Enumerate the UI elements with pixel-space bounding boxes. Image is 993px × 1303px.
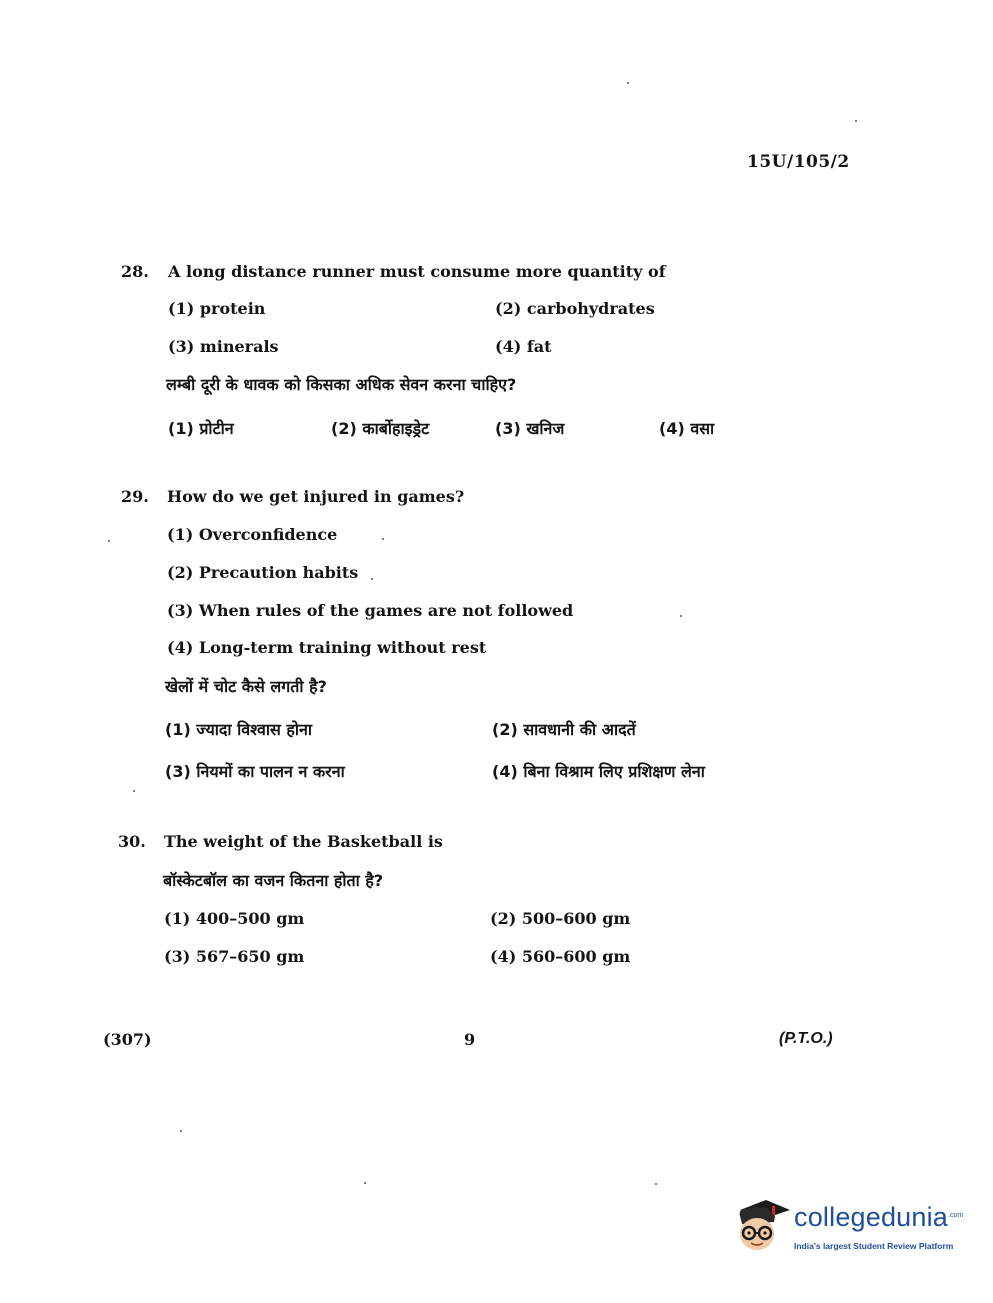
page-number: 9 — [464, 1030, 476, 1049]
option-hi-3: (3) नियमों का पालन न करना — [165, 762, 345, 781]
option-en-4: (4) fat — [495, 337, 552, 356]
option-hi-1: (1) प्रोटीन — [168, 419, 234, 438]
option-en-3: (3) minerals — [168, 337, 279, 356]
question-number: 30. — [118, 832, 146, 851]
logo-dotcom: .com — [948, 1212, 964, 1219]
option-hi-3: (3) खनिज — [495, 419, 565, 438]
pto-label: (P.T.O.) — [779, 1030, 833, 1047]
question-text-en: The weight of the Basketball is — [164, 832, 443, 851]
option-en-2: (2) Precaution habits — [167, 563, 359, 582]
paper-code: 15U/105/2 — [747, 152, 850, 172]
logo-name: collegedunia — [794, 1202, 949, 1232]
option-en-1: (1) Overconfidence — [167, 525, 338, 544]
option-hi-4: (4) बिना विश्राम लिए प्रशिक्षण लेना — [492, 762, 705, 781]
option-hi-4: (4) वसा — [659, 419, 715, 438]
option-hi-1: (1) ज्यादा विश्वास होना — [165, 720, 313, 739]
option-3: (3) 567–650 gm — [164, 947, 305, 966]
collegedunia-logo — [732, 1196, 962, 1260]
option-hi-2: (2) कार्बोहाइड्रेट — [331, 419, 430, 438]
option-en-4: (4) Long-term training without rest — [167, 638, 487, 657]
student-mascot-icon — [732, 1196, 792, 1258]
question-text-hi: बॉस्केटबॉल का वजन कितना होता है? — [163, 871, 384, 890]
option-4: (4) 560–600 gm — [490, 947, 631, 966]
option-hi-2: (2) सावधानी की आदतें — [492, 720, 636, 739]
question-number: 29. — [121, 487, 149, 506]
option-1: (1) 400–500 gm — [164, 909, 305, 928]
question-number: 28. — [121, 262, 149, 281]
option-en-1: (1) protein — [168, 299, 266, 318]
logo-tagline: India's largest Student Review Platform — [794, 1241, 954, 1251]
question-text-hi: खेलों में चोट कैसे लगती है? — [165, 677, 327, 696]
option-2: (2) 500–600 gm — [490, 909, 631, 928]
footer-code: (307) — [103, 1030, 152, 1049]
question-text-en: How do we get injured in games? — [167, 487, 465, 506]
question-text-en: A long distance runner must consume more quantity of — [168, 262, 666, 281]
question-text-hi: लम्बी दूरी के धावक को किसका अधिक सेवन करना चाहिए? — [166, 375, 517, 394]
option-en-3: (3) When rules of the games are not followed — [167, 601, 574, 620]
option-en-2: (2) carbohydrates — [495, 299, 655, 318]
